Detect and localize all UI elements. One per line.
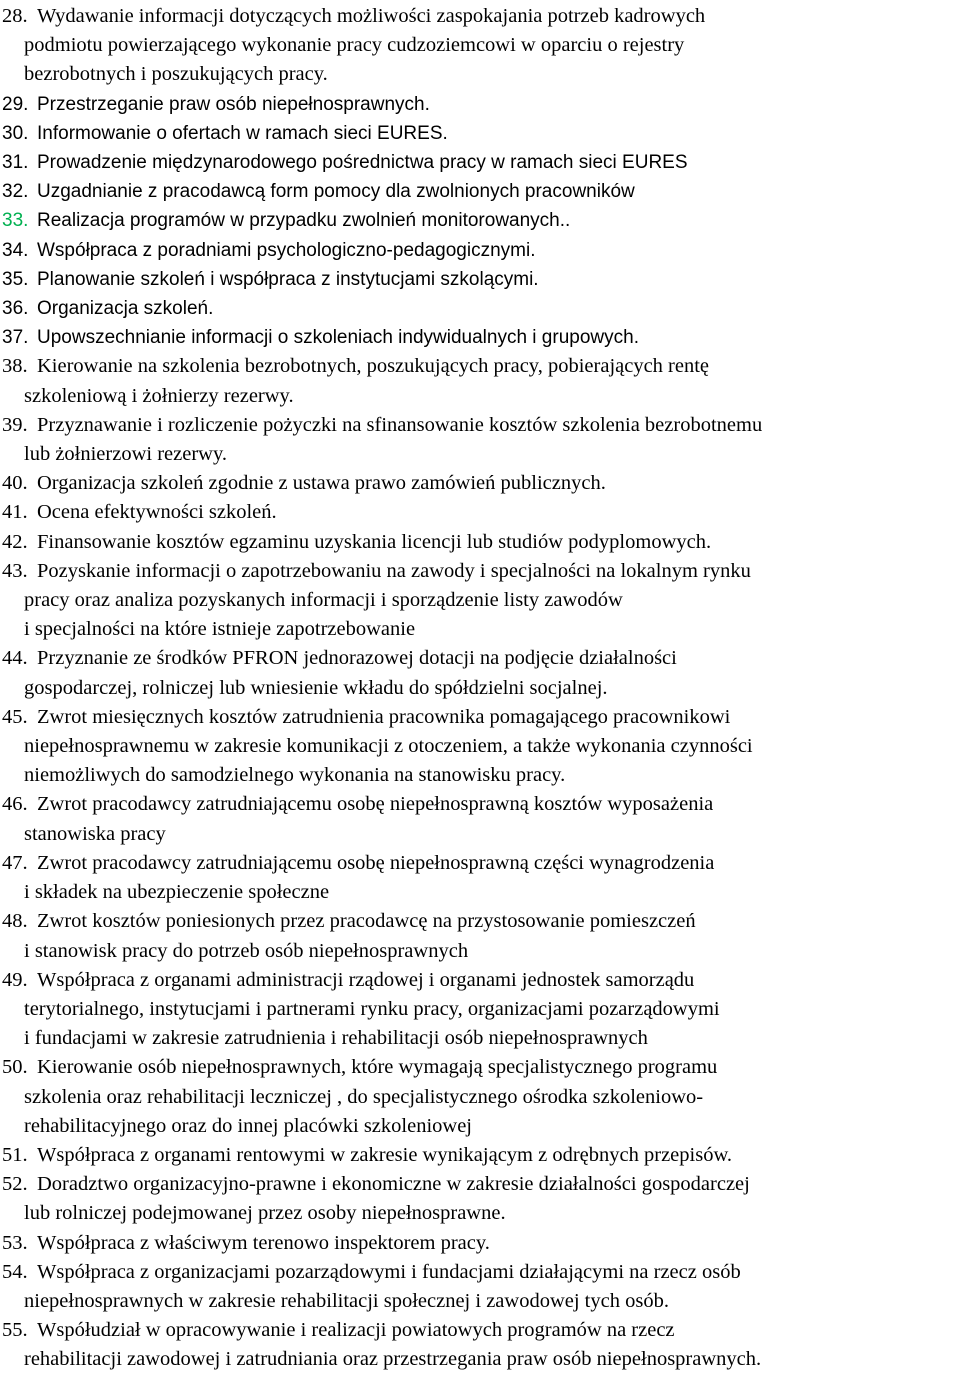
list-item-text — [24, 2, 960, 90]
list-item-text — [37, 1229, 960, 1258]
text-line: Kierowanie osób niepełnosprawnych, które wymagają specjalistycznego programu — [37, 1056, 718, 1079]
list-item-number: 32. — [2, 181, 29, 203]
list-item-number: 48. — [2, 910, 28, 933]
text-line: Planowanie szkoleń i współpraca z instytucjami szkolącymi. — [37, 268, 539, 290]
text-line: Współpraca z organami administracji rządowej i organami jednostek samorządu — [37, 968, 695, 991]
list-item-text — [37, 236, 960, 265]
text-line: i stanowisk pracy do potrzeb osób niepełnosprawnych — [24, 939, 469, 962]
list-item-text — [24, 411, 960, 469]
text-line: i składek na ubezpieczenie społeczne — [24, 881, 330, 904]
list-item-number: 50. — [2, 1056, 28, 1079]
list-item-number: 51. — [2, 1143, 28, 1166]
list-item-number: 41. — [2, 501, 28, 524]
list-item — [0, 557, 960, 645]
list-item — [0, 966, 960, 1054]
list-item — [0, 1258, 960, 1316]
list-item-text — [37, 469, 960, 498]
text-line: i specjalności na które istnieje zapotrzebowanie — [24, 618, 416, 641]
list-item-text — [37, 528, 960, 557]
list-item — [0, 528, 960, 557]
list-item — [0, 1316, 960, 1374]
list-item-number: 47. — [2, 851, 28, 874]
list-item-text — [24, 557, 960, 645]
list-item-number: 45. — [2, 705, 28, 728]
list-item-text — [24, 790, 960, 848]
list-item-text — [24, 849, 960, 907]
list-item — [0, 323, 960, 352]
text-line: bezrobotnych i poszukujących pracy. — [24, 63, 328, 86]
list-item — [0, 498, 960, 527]
list-item — [0, 790, 960, 848]
list-item-text — [24, 1316, 960, 1374]
text-line: szkolenia oraz rehabilitacji leczniczej , do specjalistycznego ośrodka szkoleniowo- — [24, 1085, 704, 1108]
list-item-text — [24, 1170, 960, 1228]
list-item-number: 43. — [2, 559, 28, 582]
list-item-number: 54. — [2, 1260, 28, 1283]
text-line: lub rolniczej podejmowanej przez osoby niepełnosprawne. — [24, 1202, 506, 1225]
list-item — [0, 90, 960, 119]
list-item-text — [24, 966, 960, 1054]
list-item-number: 42. — [2, 530, 28, 553]
text-line: Przyznawanie i rozliczenie pożyczki na sfinansowanie kosztów szkolenia bezrobotnemu — [37, 413, 763, 436]
list-item-number: 39. — [2, 413, 28, 436]
text-line: Finansowanie kosztów egzaminu uzyskania licencji lub studiów podyplomowych. — [37, 530, 712, 553]
text-line: lub żołnierzowi rezerwy. — [24, 443, 228, 466]
list-item-number: 28. — [2, 5, 28, 27]
text-line: Informowanie o ofertach w ramach sieci EURES. — [37, 122, 448, 144]
text-line: Współpraca z organami rentowymi w zakresie wynikającym z odrębnych przepisów. — [37, 1143, 733, 1166]
text-line: Współpraca z właściwym terenowo inspektorem pracy. — [37, 1231, 490, 1254]
text-line: niemożliwych do samodzielnego wykonania na stanowisku pracy. — [24, 764, 566, 787]
list-item-text — [37, 206, 960, 235]
text-line: Zwrot pracodawcy zatrudniającemu osobę niepełnosprawną części wynagrodzenia — [37, 851, 715, 874]
list-item-number: 55. — [2, 1319, 28, 1342]
text-line: Współpraca z poradniami psychologiczno-pedagogicznymi. — [37, 239, 536, 261]
text-line: Współudział w opracowywanie i realizacji powiatowych programów na rzecz — [37, 1319, 675, 1342]
list-item-text — [37, 177, 960, 206]
text-line: Doradztwo organizacyjno-prawne i ekonomiczne w zakresie działalności gospodarczej — [37, 1173, 750, 1196]
list-item-number: 31. — [2, 152, 29, 174]
text-line: podmiotu powierzającego wykonanie pracy cudzoziemcowi w oparciu o rejestry — [24, 34, 685, 57]
list-item — [0, 148, 960, 177]
text-line: Organizacja szkoleń zgodnie z ustawa prawo zamówień publicznych. — [37, 472, 606, 495]
list-item-text — [24, 703, 960, 791]
list-item-number: 30. — [2, 122, 29, 144]
list-item — [0, 352, 960, 410]
list-item — [0, 1053, 960, 1141]
list-item-text — [24, 352, 960, 410]
list-item-number: 35. — [2, 268, 29, 290]
list-item — [0, 469, 960, 498]
list-item — [0, 177, 960, 206]
text-line: Realizacja programów w przypadku zwolnień monitorowanych.. — [37, 210, 571, 232]
text-line: terytorialnego, instytucjami i partnerami rynku pracy, organizacjami pozarządowymi — [24, 997, 720, 1020]
list-item — [0, 644, 960, 702]
text-line: gospodarczej, rolniczej lub wniesienie wkładu do spółdzielni socjalnej. — [24, 676, 608, 699]
list-item-number: 34. — [2, 239, 29, 261]
text-line: szkoleniową i żołnierzy rezerwy. — [24, 384, 294, 407]
text-line: Upowszechnianie informacji o szkoleniach indywidualnych i grupowych. — [37, 327, 639, 349]
text-line: Kierowanie na szkolenia bezrobotnych, poszukujących pracy, pobierających rentę — [37, 355, 710, 378]
text-line: Zwrot miesięcznych kosztów zatrudnienia pracownika pomagającego pracownikowi — [37, 705, 731, 728]
list-item-text — [24, 644, 960, 702]
text-line: Współpraca z organizacjami pozarządowymi i fundacjami działającymi na rzecz osób — [37, 1260, 741, 1283]
list-item-number: 38. — [2, 355, 28, 378]
list-item-number: 46. — [2, 793, 28, 816]
text-line: Przyznanie ze środków PFRON jednorazowej dotacji na podjęcie działalności — [37, 647, 677, 670]
text-line: Ocena efektywności szkoleń. — [37, 501, 277, 524]
list-item-number: 44. — [2, 647, 28, 670]
list-item — [0, 206, 960, 235]
list-item — [0, 411, 960, 469]
text-line: Zwrot pracodawcy zatrudniającemu osobę niepełnosprawną kosztów wyposażenia — [37, 793, 714, 816]
list-item-number: 29. — [2, 93, 29, 115]
text-line: Przestrzeganie praw osób niepełnosprawnych. — [37, 93, 430, 115]
list-item — [0, 1170, 960, 1228]
list-item-text — [37, 498, 960, 527]
list-item — [0, 265, 960, 294]
list-item — [0, 119, 960, 148]
list-item-text — [24, 1258, 960, 1316]
list-item-text — [37, 265, 960, 294]
list-item — [0, 703, 960, 791]
text-line: Prowadzenie międzynarodowego pośrednictwa pracy w ramach sieci EURES — [37, 152, 688, 174]
text-line: Organizacja szkoleń. — [37, 298, 214, 320]
list-item-text — [24, 907, 960, 965]
list-item — [0, 849, 960, 907]
text-line: Zwrot kosztów poniesionych przez pracodawcę na przystosowanie pomieszczeń — [37, 910, 696, 933]
list-item-text — [37, 294, 960, 323]
list-item-number: 49. — [2, 968, 28, 991]
list-item-text — [37, 148, 960, 177]
text-line: rehabilitacyjnego oraz do innej placówki szkoleniowej — [24, 1114, 472, 1137]
list-item-number: 53. — [2, 1231, 28, 1254]
list-item-text — [37, 90, 960, 119]
text-line: rehabilitacji zawodowej i zatrudniania oraz przestrzegania praw osób niepełnosprawnych. — [24, 1348, 762, 1371]
list-item-text — [37, 323, 960, 352]
list-item-text — [37, 119, 960, 148]
text-line: stanowiska pracy — [24, 822, 166, 845]
list-item — [0, 2, 960, 90]
list-item — [0, 907, 960, 965]
list-item — [0, 1141, 960, 1170]
list-item-number: 37. — [2, 327, 29, 349]
list-item-text — [37, 1141, 960, 1170]
list-item-number: 40. — [2, 472, 28, 495]
text-line: pracy oraz analiza pozyskanych informacji i sporządzenie listy zawodów — [24, 589, 623, 612]
text-line: Uzgadnianie z pracodawcą form pomocy dla zwolnionych pracowników — [37, 181, 635, 203]
list-item — [0, 294, 960, 323]
text-line: Wydawanie informacji dotyczących możliwości zaspokajania potrzeb kadrowych — [37, 5, 706, 27]
list-item — [0, 236, 960, 265]
list-item — [0, 1229, 960, 1258]
text-line: niepełnosprawnych w zakresie rehabilitacji społecznej i zawodowej tych osób. — [24, 1289, 669, 1312]
list-item-number: 36. — [2, 298, 29, 320]
list-item-number: 52. — [2, 1173, 28, 1196]
text-line: niepełnosprawnemu w zakresie komunikacji z otoczeniem, a także wykonania czynności — [24, 735, 753, 758]
text-line: Pozyskanie informacji o zapotrzebowaniu na zawody i specjalności na lokalnym rynku — [37, 559, 751, 582]
list-item-number: 33. — [2, 210, 29, 232]
text-line: i fundacjami w zakresie zatrudnienia i rehabilitacji osób niepełnosprawnych — [24, 1027, 648, 1050]
list-item-text — [24, 1053, 960, 1141]
